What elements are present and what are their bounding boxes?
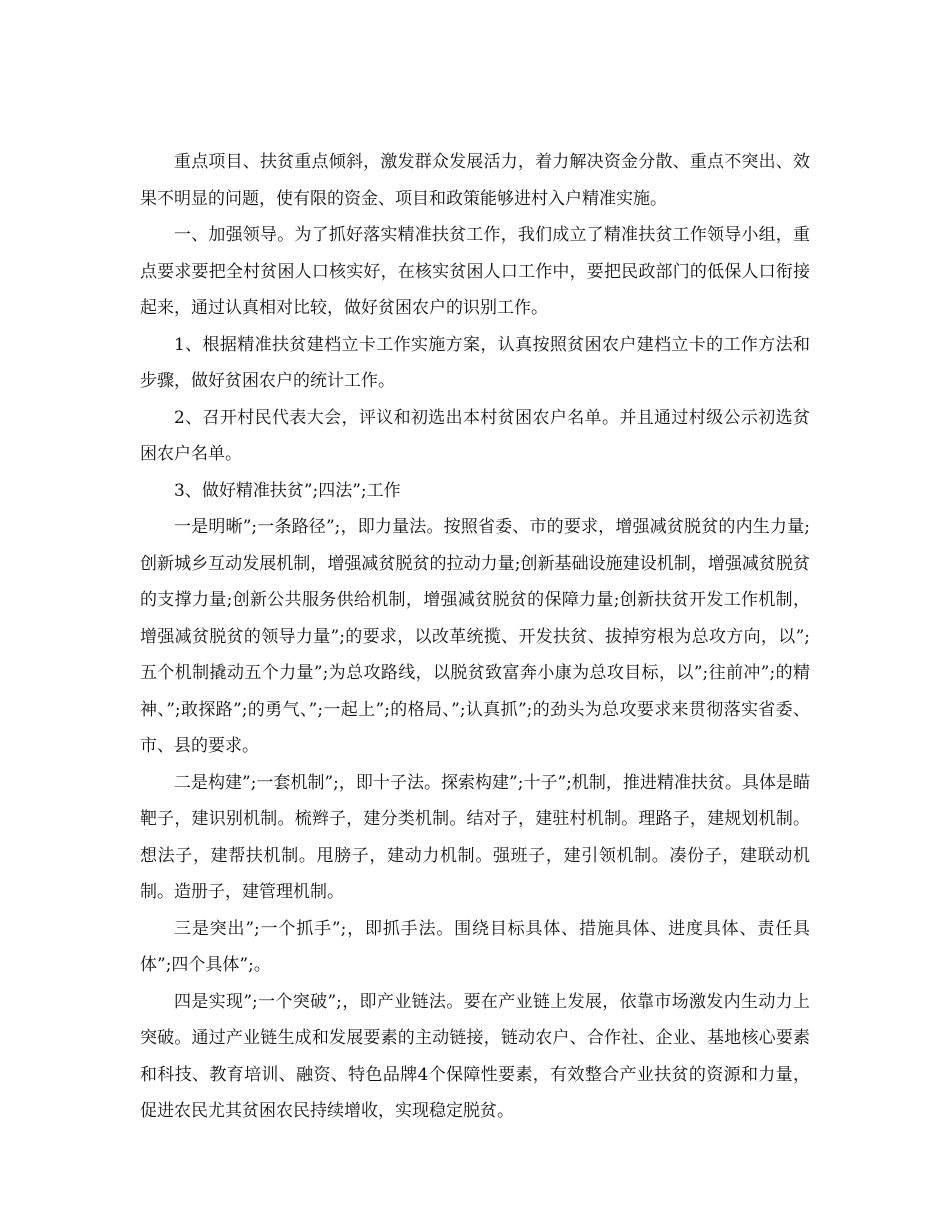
paragraph-strengthen-leadership: 一、加强领导。为了抓好落实精准扶贫工作，我们成立了精准扶贫工作领导小组，重点要求要把全村贫困人口核实好，在核实贫困人口工作中，要把民政部门的低保人口衔接起来，通过认真相对比较，做好贫困农户的识别工作。: [140, 225, 810, 318]
paragraph-intro: 重点项目、扶贫重点倾斜，激发群众发展活力，着力解决资金分散、重点不突出、效果不明显的问题，使有限的资金、项目和政策能够进村入户精准实施。: [140, 152, 810, 209]
paragraph-item-3: 3、做好精准扶贫”;四法”;工作: [174, 480, 401, 501]
paragraph-second-method: 二是构建”;一套机制”;，即十子法。探索构建”;十子”;机制，推进精准扶贫。具体是瞄靶子，建识别机制。梳辫子，建分类机制。结对子，建驻村机制。理路子，建规划机制。想法子，建帮扶机制。甩膀子，建动力机制。强班子，建引领机制。凑份子，建联动机制。造册子，建管理机制。: [140, 772, 810, 902]
paragraph-fourth-method: 四是实现”;一个突破”;，即产业链法。要在产业链上发展，依靠市场激发内生动力上突破。通过产业链生成和发展要素的主动链接，链动农户、合作社、企业、基地核心要素和科技、教育培训、融资、特色品牌4个保障性要素，有效整合产业扶贫的资源和力量，促进农民尤其贫困农民持续增收，实现稳定脱贫。: [140, 991, 810, 1121]
document-body: [140, 144, 810, 1130]
paragraph-item-1: 1、根据精准扶贫建档立卡工作实施方案，认真按照贫困农户建档立卡的工作方法和步骤，做好贫困农户的统计工作。: [140, 334, 810, 391]
paragraph-third-method: 三是突出”;一个抓手”;，即抓手法。围绕目标具体、措施具体、进度具体、责任具体”;四个具体”;。: [140, 918, 810, 975]
paragraph-item-2: 2、召开村民代表大会，评议和初选出本村贫困农户名单。并且通过村级公示初选贫困农户名单。: [140, 407, 810, 464]
paragraph-first-method: 一是明晰”;一条路径”;，即力量法。按照省委、市的要求，增强减贫脱贫的内生力量;创新城乡互动发展机制，增强减贫脱贫的拉动力量;创新基础设施建设机制，增强减贫脱贫的支撑力量;创新公共服务供给机制，增强减贫脱贫的保障力量;创新扶贫开发工作机制，增强减贫脱贫的领导力量”;的要求，以改革统揽、开发扶贫、拔掉穷根为总攻方向，以”;五个机制撬动五个力量”;为总攻路线，以脱贫致富奔小康为总攻目标，以”;往前冲”;的精神、”;敢探路”;的勇气、”;一起上”;的格局、”;认真抓”;的劲头为总攻要求来贯彻落实省委、市、县的要求。: [140, 517, 810, 756]
